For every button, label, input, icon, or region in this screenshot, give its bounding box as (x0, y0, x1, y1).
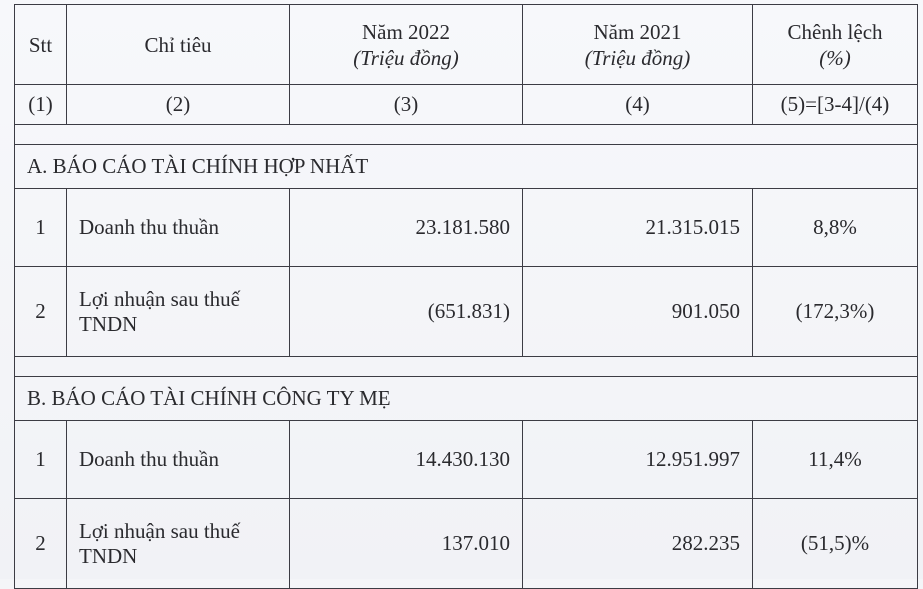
column-code: (1) (15, 85, 67, 125)
row-value-2022: (651.831) (290, 267, 523, 357)
row-value-2022: 14.430.130 (290, 421, 523, 499)
row-difference: (51,5)% (753, 499, 918, 589)
row-value-2022: 23.181.580 (290, 189, 523, 267)
table-row (15, 499, 918, 589)
header-stt: Stt (15, 5, 67, 85)
header-year-2022 (290, 5, 523, 85)
spacer-cell (15, 125, 918, 145)
section-row (15, 377, 918, 421)
header-year-2022-label: Năm 2022 (361, 19, 451, 44)
financial-comparison-table (14, 4, 918, 589)
row-difference: 8,8% (753, 189, 918, 267)
header-difference-label: Chênh lệch (787, 19, 883, 44)
column-code: (3) (290, 85, 523, 125)
header-difference-unit: (%) (819, 45, 851, 70)
row-difference: (172,3%) (753, 267, 918, 357)
section-title: B. BÁO CÁO TÀI CHÍNH CÔNG TY MẸ (15, 377, 918, 421)
row-stt: 1 (15, 189, 67, 267)
row-stt: 2 (15, 499, 67, 589)
header-year-2021-unit: (Triệu đồng) (584, 45, 691, 70)
row-value-2021: 282.235 (523, 499, 753, 589)
header-difference (753, 5, 918, 85)
row-value-2021: 901.050 (523, 267, 753, 357)
row-label: Lợi nhuận sau thuế TNDN (67, 499, 290, 589)
table-row (15, 421, 918, 499)
row-value-2021: 21.315.015 (523, 189, 753, 267)
row-stt: 1 (15, 421, 67, 499)
row-difference: 11,4% (753, 421, 918, 499)
row-stt: 2 (15, 267, 67, 357)
header-indicator: Chỉ tiêu (67, 5, 290, 85)
spacer-row (15, 125, 918, 145)
row-value-2021: 12.951.997 (523, 421, 753, 499)
column-code: (4) (523, 85, 753, 125)
column-code: (2) (67, 85, 290, 125)
header-year-2021 (523, 5, 753, 85)
column-code-row (15, 85, 918, 125)
row-label: Lợi nhuận sau thuế TNDN (67, 267, 290, 357)
section-row (15, 145, 918, 189)
row-label: Doanh thu thuần (67, 421, 290, 499)
header-row (15, 5, 918, 85)
column-code: (5)=[3-4]/(4) (753, 85, 918, 125)
table-row (15, 267, 918, 357)
spacer-cell (15, 357, 918, 377)
header-year-2021-label: Năm 2021 (593, 19, 682, 44)
spacer-row (15, 357, 918, 377)
row-value-2022: 137.010 (290, 499, 523, 589)
table-row (15, 189, 918, 267)
row-label: Doanh thu thuần (67, 189, 290, 267)
header-year-2022-unit: (Triệu đồng) (353, 45, 459, 70)
section-title: A. BÁO CÁO TÀI CHÍNH HỢP NHẤT (15, 145, 918, 189)
